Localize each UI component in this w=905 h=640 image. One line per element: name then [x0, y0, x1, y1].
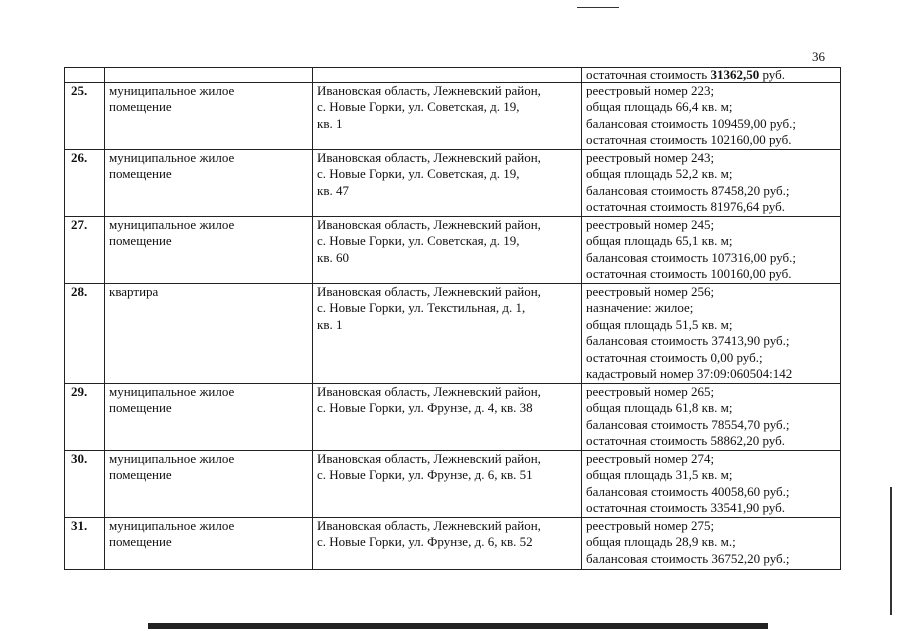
table-row: [65, 150, 841, 217]
detail-line: остаточная стоимость 102160,00 руб.: [586, 132, 792, 148]
row-details: [582, 83, 841, 150]
name-line: квартира: [109, 284, 159, 299]
table-row-continuation: [65, 68, 841, 83]
row-name: [105, 284, 313, 384]
row-address: [313, 384, 582, 451]
table-row: [65, 384, 841, 451]
continuation-currency: руб.: [762, 67, 785, 82]
detail-line: балансовая стоимость 40058,60 руб.;: [586, 483, 790, 499]
detail-line: реестровый номер 274;: [586, 451, 715, 466]
detail-line: назначение: жилое;: [586, 300, 694, 316]
detail-line: балансовая стоимость 37413,90 руб.;: [586, 333, 790, 349]
row-name: [105, 451, 313, 518]
row-details: [582, 518, 841, 570]
top-rule-mark: [577, 7, 619, 8]
row-address: [313, 518, 582, 570]
address-line: кв. 60: [317, 249, 349, 265]
address-line: Ивановская область, Лежневский район,: [317, 384, 541, 399]
row-details: [582, 150, 841, 217]
row-name: [105, 150, 313, 217]
name-line: помещение: [109, 467, 172, 483]
detail-line: реестровый номер 223;: [586, 83, 715, 98]
row-number: 25.: [65, 83, 105, 150]
detail-line: общая площадь 52,2 кв. м;: [586, 166, 733, 182]
name-line: помещение: [109, 400, 172, 416]
row-address: [313, 217, 582, 284]
name-line: помещение: [109, 99, 172, 115]
address-line: с. Новые Горки, ул. Фрунзе, д. 6, кв. 52: [317, 534, 533, 550]
table-row: [65, 83, 841, 150]
cell-address: [313, 68, 582, 83]
address-line: кв. 1: [317, 316, 343, 332]
row-name: [105, 384, 313, 451]
row-details: [582, 451, 841, 518]
detail-line: остаточная стоимость 81976,64 руб.: [586, 199, 785, 215]
cell-num: [65, 68, 105, 83]
property-registry-table: [64, 67, 841, 570]
table-row: [65, 451, 841, 518]
detail-line: общая площадь 65,1 кв. м;: [586, 233, 733, 249]
row-number: 27.: [65, 217, 105, 284]
detail-line: остаточная стоимость 58862,20 руб.: [586, 433, 785, 449]
page-number: 36: [812, 49, 825, 64]
detail-line: балансовая стоимость 109459,00 руб.;: [586, 115, 796, 131]
continuation-value: 31362,50: [710, 67, 760, 82]
address-line: Ивановская область, Лежневский район,: [317, 217, 541, 232]
name-line: муниципальное жилое: [109, 217, 235, 232]
detail-line: балансовая стоимость 36752,20 руб.;: [586, 550, 790, 566]
detail-line: кадастровый номер 37:09:060504:142: [586, 366, 793, 382]
detail-line: реестровый номер 245;: [586, 217, 715, 232]
detail-line: остаточная стоимость 100160,00 руб.: [586, 266, 792, 282]
row-name: [105, 518, 313, 570]
address-line: с. Новые Горки, ул. Советская, д. 19,: [317, 233, 520, 249]
detail-line: общая площадь 66,4 кв. м;: [586, 99, 733, 115]
detail-line: остаточная стоимость 33541,90 руб.: [586, 500, 785, 516]
name-line: помещение: [109, 166, 172, 182]
name-line: муниципальное жилое: [109, 451, 235, 466]
address-line: с. Новые Горки, ул. Фрунзе, д. 4, кв. 38: [317, 400, 533, 416]
row-address: [313, 150, 582, 217]
row-number: 26.: [65, 150, 105, 217]
address-line: Ивановская область, Лежневский район,: [317, 451, 541, 466]
detail-line: балансовая стоимость 87458,20 руб.;: [586, 182, 790, 198]
cell-details: [582, 68, 841, 83]
detail-line: общая площадь 28,9 кв. м.;: [586, 534, 736, 550]
continuation-line: [586, 68, 836, 82]
name-line: муниципальное жилое: [109, 83, 235, 98]
detail-line: балансовая стоимость 78554,70 руб.;: [586, 416, 790, 432]
row-details: [582, 217, 841, 284]
detail-line: общая площадь 61,8 кв. м;: [586, 400, 733, 416]
scan-edge-mark: [890, 487, 892, 615]
detail-line: остаточная стоимость 0,00 руб.;: [586, 349, 763, 365]
row-details: [582, 384, 841, 451]
row-address: [313, 83, 582, 150]
table-row: [65, 518, 841, 570]
row-number: 29.: [65, 384, 105, 451]
detail-line: реестровый номер 265;: [586, 384, 715, 399]
address-line: Ивановская область, Лежневский район,: [317, 284, 541, 299]
detail-line: общая площадь 31,5 кв. м;: [586, 467, 733, 483]
row-number: 28.: [65, 284, 105, 384]
cell-name: [105, 68, 313, 83]
detail-line: реестровый номер 243;: [586, 150, 715, 165]
row-details: [582, 284, 841, 384]
detail-line: реестровый номер 256;: [586, 284, 715, 299]
address-line: Ивановская область, Лежневский район,: [317, 83, 541, 98]
address-line: с. Новые Горки, ул. Текстильная, д. 1,: [317, 300, 526, 316]
name-line: муниципальное жилое: [109, 384, 235, 399]
address-line: с. Новые Горки, ул. Фрунзе, д. 6, кв. 51: [317, 467, 533, 483]
row-name: [105, 217, 313, 284]
scan-bottom-bar: [148, 623, 768, 629]
name-line: муниципальное жилое: [109, 150, 235, 165]
table-row: [65, 217, 841, 284]
address-line: кв. 1: [317, 115, 343, 131]
address-line: кв. 47: [317, 182, 349, 198]
row-address: [313, 451, 582, 518]
detail-line: реестровый номер 275;: [586, 518, 715, 533]
row-number: 30.: [65, 451, 105, 518]
address-line: Ивановская область, Лежневский район,: [317, 150, 541, 165]
name-line: помещение: [109, 233, 172, 249]
row-number: 31.: [65, 518, 105, 570]
detail-line: общая площадь 51,5 кв. м;: [586, 316, 733, 332]
name-line: муниципальное жилое: [109, 518, 235, 533]
row-name: [105, 83, 313, 150]
row-address: [313, 284, 582, 384]
address-line: с. Новые Горки, ул. Советская, д. 19,: [317, 166, 520, 182]
table-row: [65, 284, 841, 384]
address-line: с. Новые Горки, ул. Советская, д. 19,: [317, 99, 520, 115]
continuation-label: остаточная стоимость: [586, 67, 708, 82]
address-line: Ивановская область, Лежневский район,: [317, 518, 541, 533]
detail-line: балансовая стоимость 107316,00 руб.;: [586, 249, 796, 265]
name-line: помещение: [109, 534, 172, 550]
